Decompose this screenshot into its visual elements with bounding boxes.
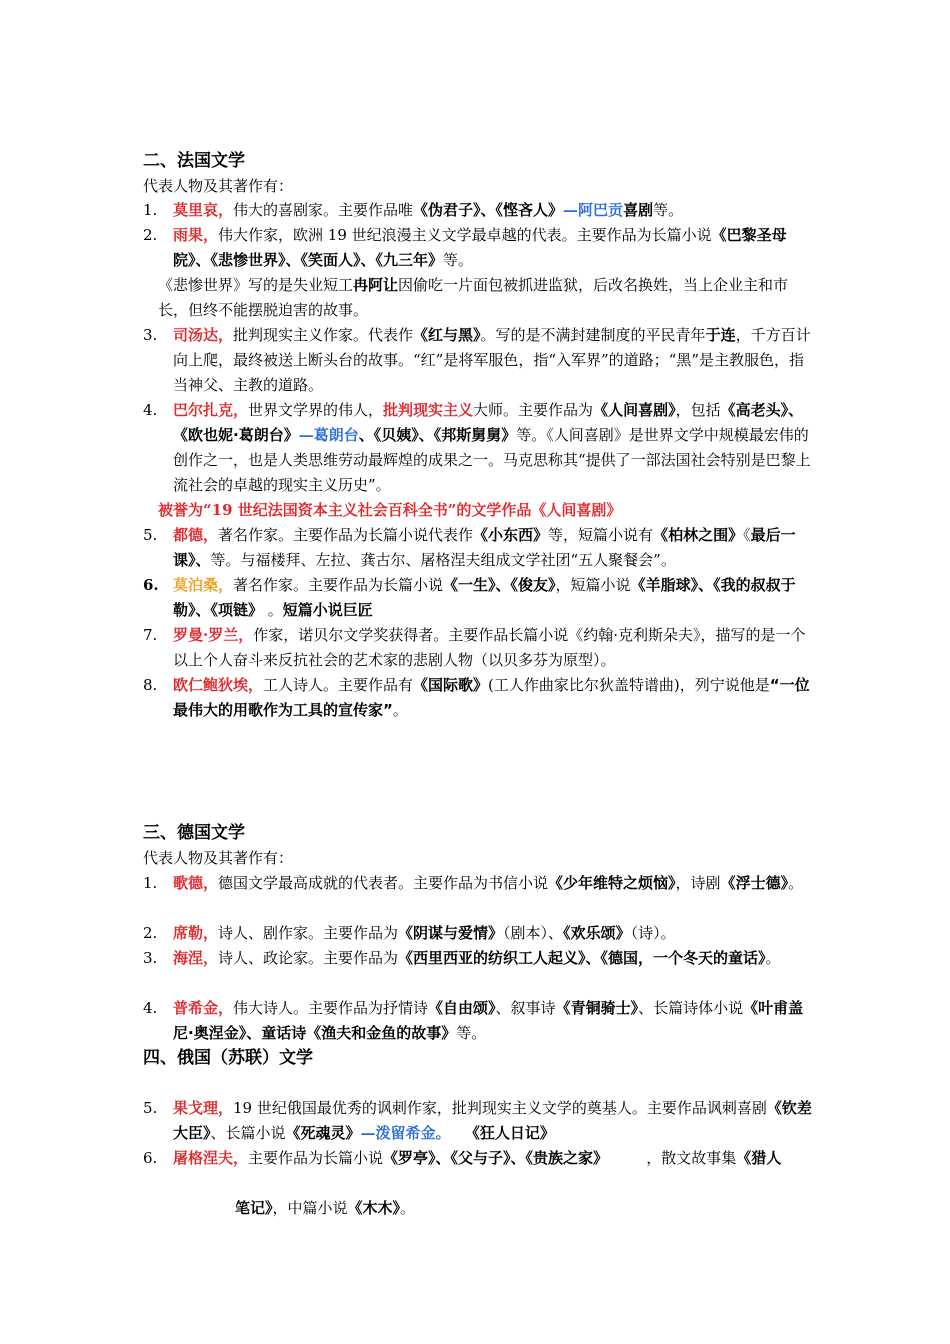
item-number: 6.: [143, 1149, 158, 1167]
item-text: ，散文故事集: [646, 1149, 737, 1167]
item-number: 1.: [143, 201, 158, 219]
author-name: 歌德，: [173, 874, 219, 892]
item-text: 诗人、剧作家。主要作品为: [218, 924, 399, 942]
item-number: 3.: [143, 326, 158, 344]
work-title: 《阴谋与爱情》: [398, 924, 504, 942]
author-name: 雨果，: [173, 226, 219, 244]
item-text: （剧本）、: [503, 924, 564, 942]
work-title: 《少年维特之烦恼》: [548, 874, 676, 892]
item-number: 4.: [143, 999, 158, 1017]
section-heading-france: 二、法国文学: [143, 151, 245, 171]
item-text: ，短篇小说: [555, 576, 631, 594]
list-item: [143, 223, 813, 273]
item-text: 。: [788, 874, 804, 892]
section-subtitle-germany: 代表人物及其著作有：: [143, 849, 294, 867]
list-item: [143, 871, 813, 896]
list-item: [143, 623, 813, 673]
work-title: 《人间喜剧》: [593, 401, 676, 419]
character-name: 冉阿让: [353, 276, 399, 294]
character-name: 于连: [705, 326, 736, 344]
item-text: ，中篇小说: [272, 1199, 348, 1217]
work-title: 喜剧: [623, 201, 654, 219]
item-text: ，千方百计向上爬，最终被送上断头台的故事。“红”是将军服色，指“入军界”的道路；“黑”是主教服色，指当神父、主教的道路。: [173, 326, 811, 394]
item-text: 批判现实主义作家。代表作: [233, 326, 414, 344]
item-number: 1.: [143, 874, 158, 892]
item-text: 。: [263, 601, 283, 619]
work-title: 《叶甫盖尼·奥涅金》、童话诗《渔夫和金鱼的故事》: [173, 999, 804, 1042]
list-item: [143, 398, 813, 498]
item-text: 等。: [443, 251, 474, 269]
item-text: 。: [765, 949, 781, 967]
list-item: [143, 573, 813, 623]
section-heading-germany: 三、德国文学: [143, 823, 245, 843]
work-title: 《西里西亚的纺织工人起义》、《德国，一个冬天的童话》: [398, 949, 766, 967]
work-title: 《青铜骑士》: [555, 999, 639, 1017]
item-text: 诗人、政论家。主要作品为: [218, 949, 399, 967]
note-text: 《悲惨世界》写的是失业短工冉阿让因偷吃一片面包被抓进监狱，后改名换姓，当上企业主和市长，但终不能摆脱迫害的故事。: [158, 276, 789, 319]
item-text: 。: [400, 1199, 416, 1217]
item-text: (工人作曲家比尔狄盖特谱曲)，列宁说他是: [488, 676, 770, 694]
item-number: 3.: [143, 949, 158, 967]
list-item: [143, 921, 813, 946]
item-text: ，包括: [675, 401, 721, 419]
section-subtitle-france: 代表人物及其著作有：: [143, 177, 294, 195]
work-title: 《钦差大臣》: [173, 1099, 812, 1142]
author-name: 都德，: [173, 526, 219, 544]
character-name: —葛朗台: [298, 426, 359, 444]
work-title: 《巴黎圣母院》、《悲惨世界》、《笑面人》、《九三年》: [173, 226, 787, 269]
item-text: 等，短篇小说有: [548, 526, 654, 544]
work-title: 、《贝姨》、《邦斯舅舅》: [358, 426, 517, 444]
item-number: 2.: [143, 924, 158, 942]
list-item: [143, 198, 813, 223]
item-text: 伟大诗人。主要作品为抒情诗: [233, 999, 429, 1017]
list-item: [143, 523, 813, 573]
item-text: 、长篇小说: [210, 1124, 286, 1142]
list-item: [143, 1146, 813, 1171]
item-number: 5.: [143, 526, 158, 544]
item-text: 伟大作家，欧洲 19 世纪浪漫主义文学最卓越的代表。主要作品为长篇小说: [218, 226, 712, 244]
author-name: 席勒，: [173, 924, 219, 942]
work-title: 《罗亭》、《父与子》、《贵族之家》: [383, 1149, 609, 1167]
item-text: 等。: [653, 201, 684, 219]
quote-text: “一位最伟大的用歌作为工具的宣传家”: [173, 676, 810, 719]
work-title: 《狂人日记》: [464, 1124, 555, 1142]
work-title: 最后一课》、: [173, 526, 796, 569]
item-text: 等。与福楼拜、左拉、龚古尔、屠格涅夫组成文学社团“五人聚餐会”。: [210, 551, 676, 569]
work-title: 《木木》: [347, 1199, 401, 1217]
work-title: 短篇小说巨匠: [282, 601, 373, 619]
work-title: 《自由颂》: [428, 999, 496, 1017]
list-item: [143, 1096, 813, 1146]
highlight-text: 批判现实主义: [383, 401, 474, 419]
item-text: 主要作品为长篇小说: [248, 1149, 384, 1167]
author-name: 莫里哀，: [173, 201, 234, 219]
item-number: 4.: [143, 401, 158, 419]
author-name: 司汤达，: [173, 326, 234, 344]
item-text: 19 世纪俄国最优秀的讽刺作家，批判现实主义文学的奠基人。主要作品讽刺喜剧: [233, 1099, 767, 1117]
work-title: 《高老头》、《欧也妮·葛朗台》: [173, 401, 804, 444]
author-name: 普希金，: [173, 999, 234, 1017]
list-item: [143, 946, 813, 971]
list-item: [143, 996, 813, 1046]
author-name: 莫泊桑，: [173, 576, 234, 594]
author-name: 巴尔扎克，: [173, 401, 249, 419]
item-text: 。写的是不满封建制度的平民青年: [480, 326, 706, 344]
item-text: 德国文学最高成就的代表者。主要作品为书信小说: [218, 874, 549, 892]
work-title: 《羊脂球》、《我的叔叔于勒》、《项链》: [173, 576, 796, 619]
author-name: 果戈理，: [173, 1099, 234, 1117]
item-text: 《: [743, 526, 751, 544]
work-title: 《欢乐颂》: [563, 924, 631, 942]
item-text: 等。《人间喜剧》是世界文学中规模最宏伟的创作之一，也是人类思维劳动最辉煌的成果之一。马克思称其“提供了一部法国社会特别是巴黎上流社会的卓越的现实主义历史”。: [173, 426, 811, 494]
work-title: 《红与黑》: [413, 326, 481, 344]
character-name: —阿巴贡: [563, 201, 624, 219]
item-text: 世界文学界的伟人，: [248, 401, 384, 419]
item-number: 8.: [143, 676, 158, 694]
work-title: 《猎人: [736, 1149, 782, 1167]
item-text: 等。: [456, 1024, 487, 1042]
item-text: 伟大的喜剧家。主要作品唯: [233, 201, 414, 219]
item-number: 5.: [143, 1099, 158, 1117]
item-number: 2.: [143, 226, 158, 244]
author-name: 欧仁鲍狄埃，: [173, 676, 264, 694]
item-text: 、长篇诗体小说: [638, 999, 744, 1017]
list-item-continuation: [235, 1196, 815, 1221]
note-paragraph: [158, 273, 818, 323]
item-text: 作家，诺贝尔文学奖获得者。主要作品长篇小说《约翰·克利斯朵夫》，描写的是一个以上个人奋斗来反抗社会的艺术家的悲剧人物（以贝多芬为原型）。: [173, 626, 806, 669]
work-title: 《小东西》: [473, 526, 549, 544]
work-title: 笔记》: [235, 1199, 273, 1217]
section-heading-russia: 四、俄国（苏联）文学: [143, 1048, 313, 1068]
item-number: 6.: [143, 576, 159, 594]
item-text: 著名作家。主要作品为长篇小说代表作: [218, 526, 474, 544]
author-name: 屠格涅夫，: [173, 1149, 249, 1167]
list-item: [143, 673, 813, 723]
list-item: [143, 323, 813, 398]
work-title: 《伪君子》、《悭吝人》: [413, 201, 564, 219]
item-text: 工人诗人。主要作品有: [263, 676, 414, 694]
work-title: 《死魂灵》: [285, 1124, 361, 1142]
item-text: 、叙事诗: [495, 999, 556, 1017]
author-name: 罗曼·罗兰，: [173, 626, 254, 644]
item-text: ，诗剧: [675, 874, 721, 892]
work-title: 《浮士德》: [720, 874, 789, 892]
work-title: 《国际歌》: [413, 676, 489, 694]
item-text: 大师。主要作品为: [473, 401, 594, 419]
work-title: 《一生》、《俊友》: [443, 576, 556, 594]
item-text: 。: [392, 701, 408, 719]
work-title: 《柏林之围》: [653, 526, 744, 544]
item-text: （诗）。: [630, 924, 676, 942]
item-number: 7.: [143, 626, 158, 644]
character-name: —泼留希金。: [360, 1124, 451, 1142]
praise-line: 被誉为“19 世纪法国资本主义社会百科全书”的文学作品《人间喜剧》: [158, 501, 622, 519]
item-text: 著名作家。主要作品为长篇小说: [233, 576, 444, 594]
author-name: 海涅，: [173, 949, 219, 967]
